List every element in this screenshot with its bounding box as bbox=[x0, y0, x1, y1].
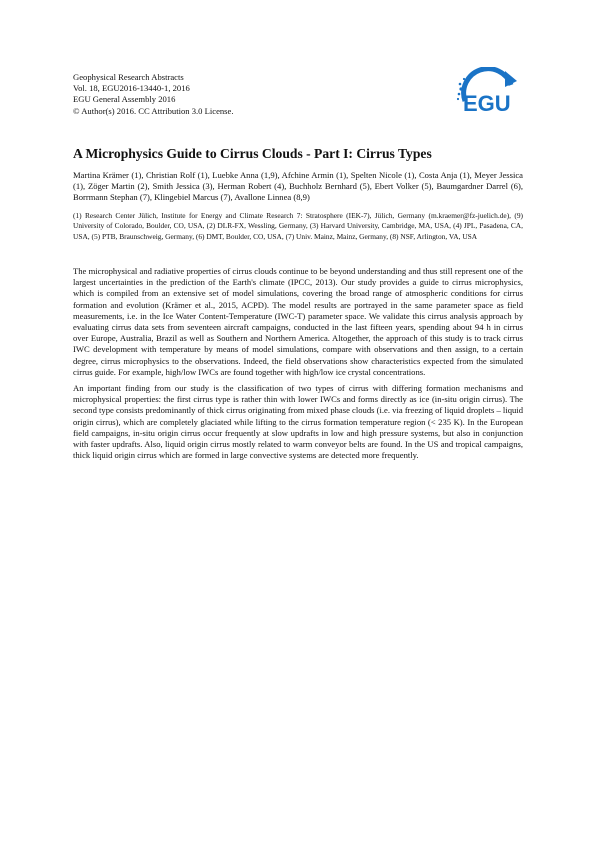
abstract-paragraph: An important finding from our study is the classification of two types of cirrus with differing formation mechanisms and microphysical properties: the first cirrus type is rather thin with lower IWCs and forms directly as ice (in-situ origin cirrus). The second type consists predominantly of thick cirrus originating from mixed phase clouds (i.e. via freezing of liquid droplets – liquid origin cirrus), which are completely glaciated while lifting to the cirrus formation temperature region (< 235 K). In the European field campaigns, in-situ origin cirrus occur frequently at slow updrafts in low and high pressure systems, but also in conjunction with faster updrafts. Also, liquid origin cirrus mostly related to warm conveyor belts are found. In the US and tropical campaigns, thick liquid origin cirrus which are formed in large convective systems are detected more frequently. bbox=[73, 383, 523, 461]
abstract-paragraph: The microphysical and radiative properties of cirrus clouds continue to be beyond understanding and thus still represent one of the largest uncertainties in the prediction of the Earth's climate (IPCC, 2013). Our study provides a guide to cirrus microphysics, which is compiled from an extensive set of model simulations, covering the broad range of atmospheric conditions for cirrus formation and evolution (Krämer et al., 2015, ACPD). The model results are portrayed in the same parameter space as field measurements, i.e. in the Ice Water Content-Temperature (IWC-T) parameter space. We validate this cirrus analysis approach by evaluating cirrus data sets from seventeen aircraft campaigns, conducted in the last fifteen years, spending about 94 h in cirrus over Europe, Australia, Brazil as well as Southern and Northern America. Altogether, the approach of this study is to track cirrus IWC development with temperature by means of model simulations, compare with observations and then assign, to a certain degree, cirrus microphysics to the observations. Indeed, the field observations show characteristics expected from the simulated cirrus guide. For example, high/low IWCs are found together with high/low ice crystal concentrations. bbox=[73, 266, 523, 377]
affiliation-list: (1) Research Center Jülich, Institute for Energy and Climate Research 7: Stratosphere (IEK-7), Jülich, Germany (m.kraemer@fz-juelich.de), (9) University of Colorado, Boulder, CO, USA, (2) DLR-FX, Wessling, Germany, (3) Harvard University, Cambridge, MA, USA, (4) JPL, Pasadena, CA, USA, (5) PTB, Braunschweig, Germany, (6) DMT, Boulder, CO, USA, (7) Univ. Mainz, Mainz, Germany, (8) NSF, Arlington, VA, USA bbox=[73, 211, 523, 241]
author-list: Martina Krämer (1), Christian Rolf (1), Luebke Anna (1,9), Afchine Armin (1), Spelten Nicole (1), Costa Anja (1), Meyer Jessica (1), Zöger Martin (2), Smith Jessica (3), Herman Robert (4), Buchholz Bernhard (5), Ebert Volker (5), Baumgardner Darrel (6), Borrmann Stephan (7), Klingebiel Marcus (7), Avallone Linnea (8,9) bbox=[73, 170, 523, 203]
paper-title: A Microphysics Guide to Cirrus Clouds - Part I: Cirrus Types bbox=[73, 146, 432, 161]
svg-text:EGU: EGU bbox=[463, 91, 511, 116]
license-line: © Author(s) 2016. CC Attribution 3.0 License. bbox=[73, 105, 234, 116]
volume-info: Vol. 18, EGU2016-13440-1, 2016 bbox=[73, 83, 190, 94]
assembly-name: EGU General Assembly 2016 bbox=[73, 94, 176, 105]
egu-logo-icon bbox=[455, 67, 523, 123]
egu-logo bbox=[455, 67, 523, 123]
journal-name: Geophysical Research Abstracts bbox=[73, 72, 184, 82]
abstract-body bbox=[73, 266, 523, 466]
journal-header bbox=[73, 72, 234, 117]
